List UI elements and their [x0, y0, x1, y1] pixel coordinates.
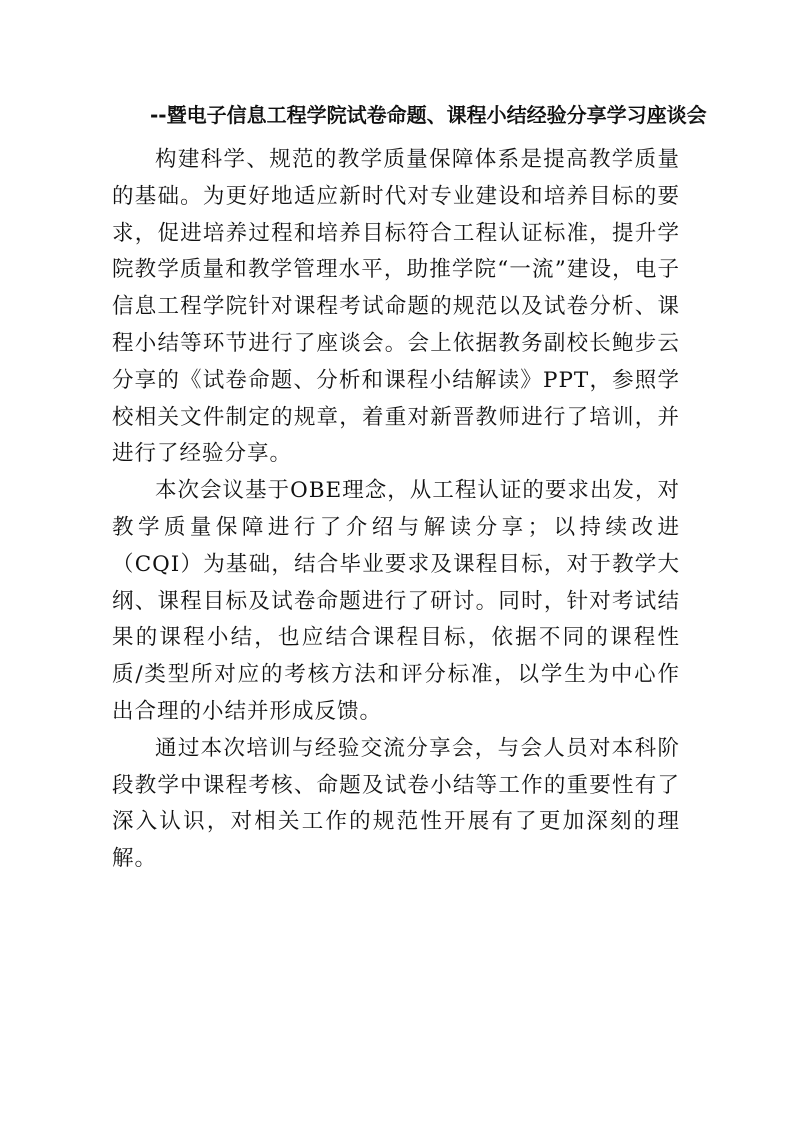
body-paragraph: 构建科学、规范的教学质量保障体系是提高教学质量的基础。为更好地适应新时代对专业建设和培养目标的要求，促进培养过程和培养目标符合工程认证标准，提升学院教学质量和教学管理水平，助推学院“一流”建设，电子信息工程学院针对课程考试命题的规范以及试卷分析、课程小结等环节进行了座谈会。会上依据教务副校长鲍步云分享的《试卷命题、分析和课程小结解读》PPT，参照学校相关文件制定的规章，着重对新晋教师进行了培训，并进行了经验分享。: [112, 147, 680, 467]
document-subtitle: --暨电子信息工程学院试卷命题、课程小结经验分享学习座谈会: [150, 103, 707, 127]
body-paragraph: 通过本次培训与经验交流分享会，与会人员对本科阶段教学中课程考核、命题及试卷小结等工作的重要性有了深入认识，对相关工作的规范性开展有了更加深刻的理解。: [112, 735, 680, 872]
body-paragraph: 本次会议基于OBE理念，从工程认证的要求出发，对教学质量保障进行了介绍与解读分享；以持续改进（CQI）为基础，结合毕业要求及课程目标，对于教学大纲、课程目标及试卷命题进行了研讨。同时，针对考试结果的课程小结，也应结合课程目标，依据不同的课程性质/类型所对应的考核方法和评分标准，以学生为中心作出合理的小结并形成反馈。: [112, 478, 680, 724]
document-body: [112, 142, 680, 878]
